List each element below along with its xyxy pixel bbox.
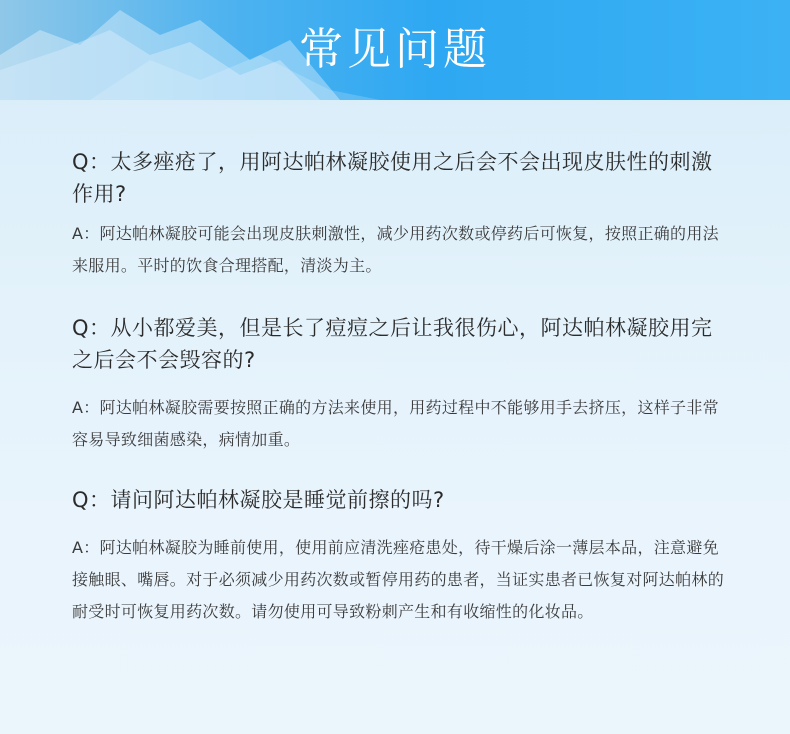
faq-answer-1: A：阿达帕林凝胶可能会出现皮肤刺激性，减少用药次数或停药后可恢复，按照正确的用法来服用。平时的饮食合理搭配，清淡为主。 [72,224,719,275]
faq-list [72,146,732,628]
faq-question-3: Q：请问阿达帕林凝胶是睡觉前擦的吗? [72,488,445,512]
header-banner [0,0,790,100]
page-title: 常见问题 [299,24,491,75]
faq-question-1: Q：太多痤疮了，用阿达帕林凝胶使用之后会不会出现皮肤性的刺激作用? [72,150,713,206]
faq-answer-3: A：阿达帕林凝胶为睡前使用，使用前应清洗痤疮患处，待干燥后涂一薄层本品，注意避免接触眼、嘴唇。对于必须减少用药次数或暂停用药的患者，当证实患者已恢复对阿达帕林的耐受时可恢复用药次数。请勿使用可导致粉刺产生和有收缩性的化妆品。 [72,538,725,621]
faq-answer-2: A：阿达帕林凝胶需要按照正确的方法来使用，用药过程中不能够用手去挤压，这样子非常容易导致细菌感染，病情加重。 [72,398,719,449]
faq-question-2: Q：从小都爱美，但是长了痘痘之后让我很伤心，阿达帕林凝胶用完之后会不会毁容的? [72,316,713,372]
